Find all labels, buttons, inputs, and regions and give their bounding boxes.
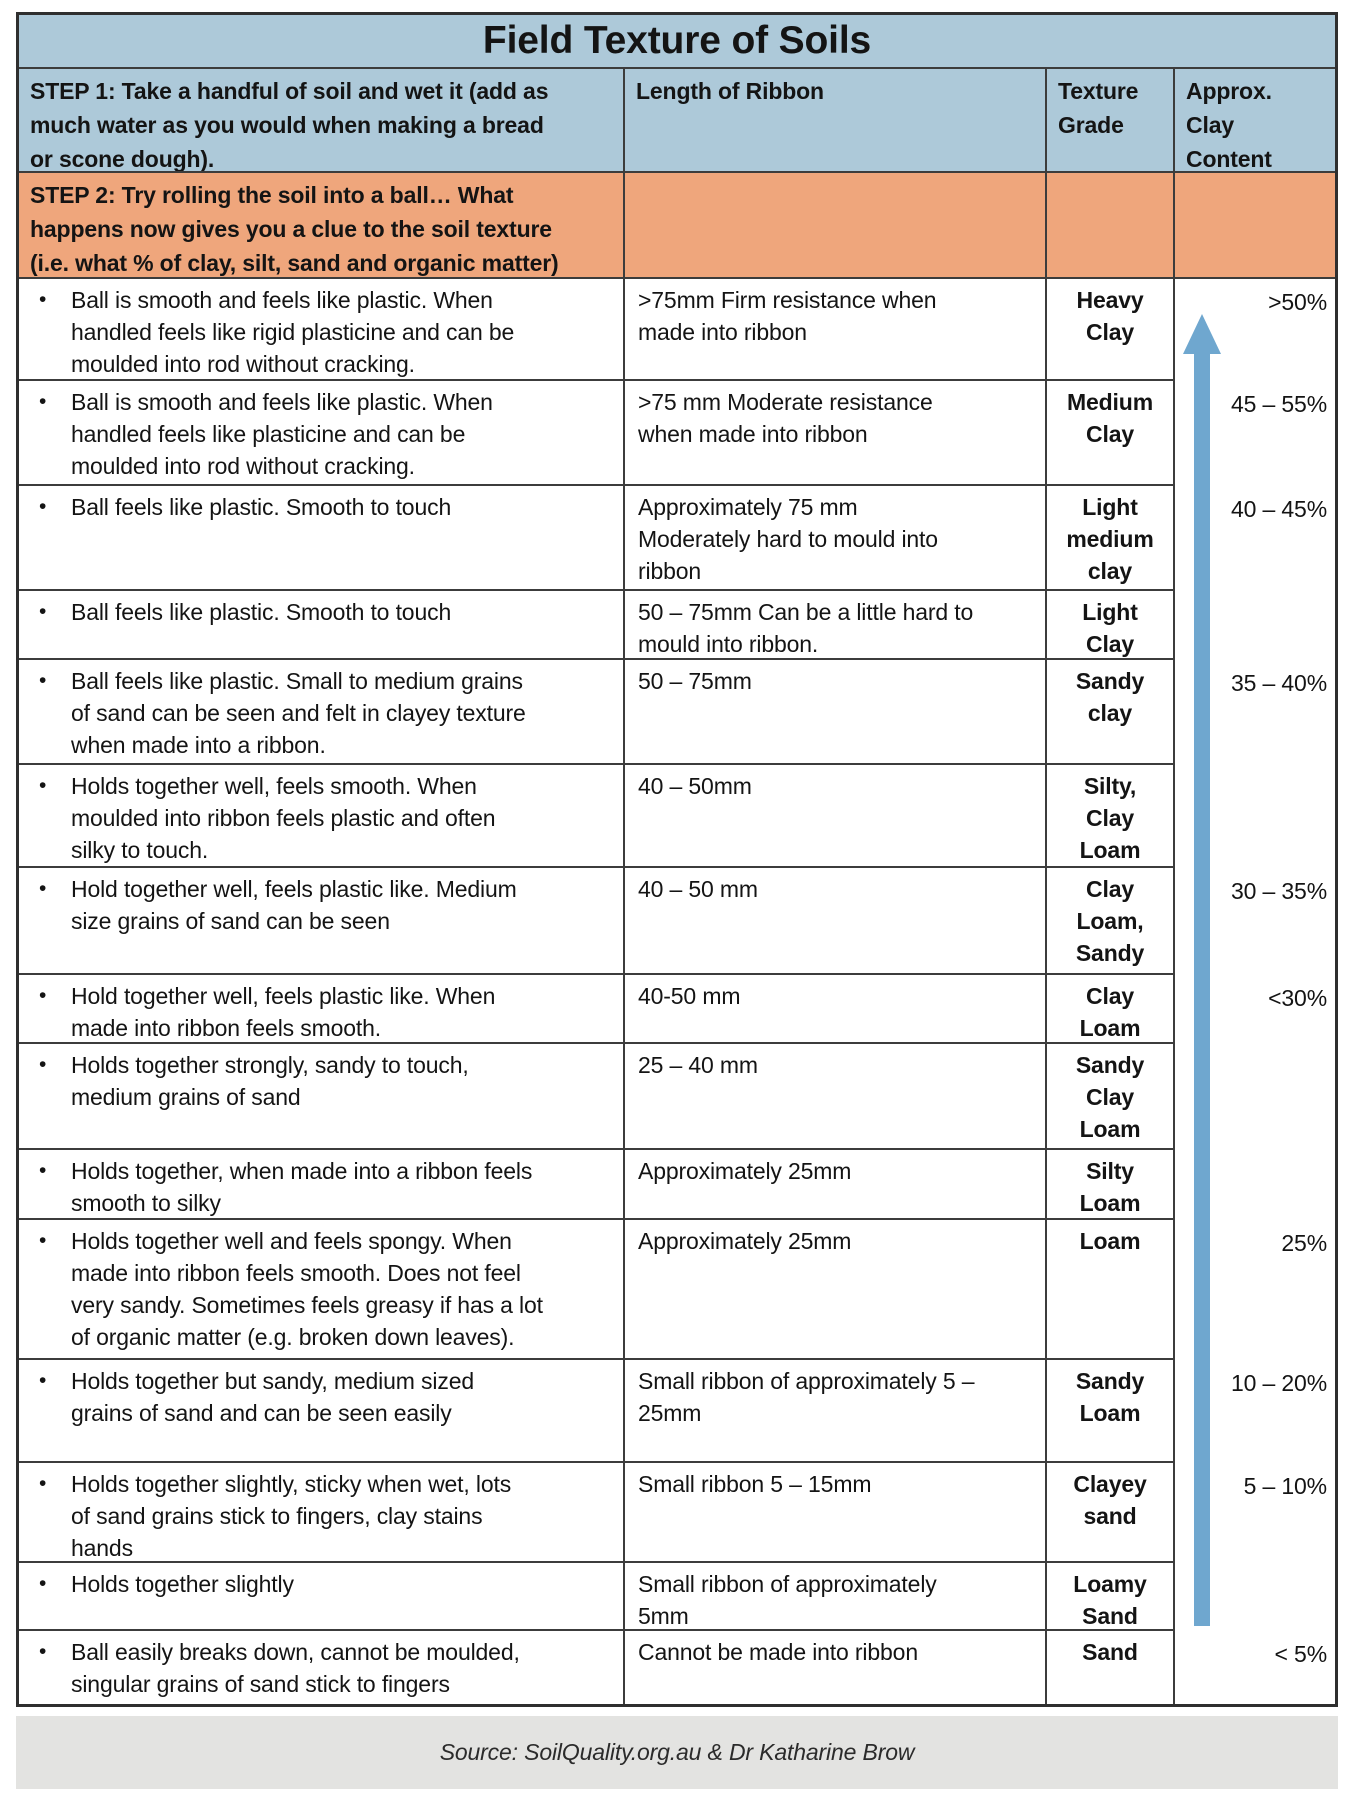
bullet-icon: • (39, 774, 47, 797)
clay-content-label: >50% (1268, 289, 1327, 315)
bullet-icon: • (39, 669, 47, 692)
header-step2-spacer-3 (1175, 173, 1335, 279)
header-length-of-ribbon: Length of Ribbon (625, 69, 1047, 173)
source-note: Source: SoilQuality.org.au & Dr Katharine Brow (439, 1739, 915, 1765)
clay-content-label (1175, 591, 1335, 660)
soil-texture-table (16, 12, 1338, 1707)
bullet-icon: • (39, 1159, 47, 1182)
clay-content-label: < 5% (1274, 1641, 1327, 1667)
clay-content-label: 5 – 10% (1243, 1473, 1327, 1499)
table-row-ribbon: 50 – 75mm Can be a little hard to mould into ribbon. (625, 591, 1047, 660)
table-row-grade: Clayey sand (1047, 1463, 1175, 1563)
clay-content-label (1175, 765, 1335, 868)
clay-content-label: <30% (1268, 985, 1327, 1011)
bullet-icon: • (39, 1472, 47, 1495)
table-row-ribbon: 50 – 75mm (625, 660, 1047, 765)
table-row-grade: Silty Loam (1047, 1150, 1175, 1220)
bullet-icon: • (39, 288, 47, 311)
table-row-grade: Clay Loam (1047, 975, 1175, 1044)
header-step2: STEP 2: Try rolling the soil into a ball… What happens now gives you a clue to the soil texture (i.e. what % of clay, silt, sand and organic matter) (19, 173, 625, 279)
clay-content-label: 30 – 35% (1231, 878, 1327, 904)
table-row-ribbon: Small ribbon of approximately 5 – 25mm (625, 1360, 1047, 1463)
table-row-ribbon: Approximately 25mm (625, 1150, 1047, 1220)
table-row-grade: Loamy Sand (1047, 1563, 1175, 1631)
table-row-grade: Heavy Clay (1047, 279, 1175, 381)
table-row-description: • Holds together well and feels spongy. When made into ribbon feels smooth. Does not feel very sandy. Sometimes feels greasy if has a lot of organic matter (e.g. broken down leaves). (19, 1220, 625, 1360)
table-row-grade: Sandy clay (1047, 660, 1175, 765)
table-row-description: • Holds together but sandy, medium sized grains of sand and can be seen easily (19, 1360, 625, 1463)
table-row-grade: Light medium clay (1047, 486, 1175, 591)
table-row-description: • Holds together slightly (19, 1563, 625, 1631)
clay-content-label: 40 – 45% (1231, 496, 1327, 522)
table-row-ribbon: 40-50 mm (625, 975, 1047, 1044)
bullet-icon: • (39, 1572, 47, 1595)
table-row-grade: Sandy Loam (1047, 1360, 1175, 1463)
table-row-description: • Ball feels like plastic. Smooth to touch (19, 591, 625, 660)
table-row-grade: Loam (1047, 1220, 1175, 1360)
table-row-ribbon: 40 – 50 mm (625, 868, 1047, 975)
bullet-icon: • (39, 600, 47, 623)
table-row-ribbon: Small ribbon 5 – 15mm (625, 1463, 1047, 1563)
table-row-ribbon: 25 – 40 mm (625, 1044, 1047, 1150)
footer-band (16, 1716, 1338, 1789)
table-title: Field Texture of Soils (19, 15, 1335, 69)
table-row-description: • Ball easily breaks down, cannot be moulded, singular grains of sand stick to fingers (19, 1631, 625, 1704)
table-row-grade: Sandy Clay Loam (1047, 1044, 1175, 1150)
table-row-ribbon: >75 mm Moderate resistance when made into ribbon (625, 381, 1047, 486)
table-row-description: • Hold together well, feels plastic like. Medium size grains of sand can be seen (19, 868, 625, 975)
table-row-ribbon: Approximately 25mm (625, 1220, 1047, 1360)
header-step2-spacer-2 (1047, 173, 1175, 279)
clay-content-label (1175, 1563, 1335, 1631)
table-row-description: • Ball is smooth and feels like plastic. When handled feels like rigid plasticine and can be moulded into rod without cracking. (19, 279, 625, 381)
table-row-ribbon: 40 – 50mm (625, 765, 1047, 868)
bullet-icon: • (39, 1369, 47, 1392)
table-row-description: • Ball feels like plastic. Smooth to touch (19, 486, 625, 591)
clay-content-label: 45 – 55% (1231, 391, 1327, 417)
bullet-icon: • (39, 877, 47, 900)
table-row-ribbon: Cannot be made into ribbon (625, 1631, 1047, 1704)
table-row-description: • Holds together strongly, sandy to touch, medium grains of sand (19, 1044, 625, 1150)
bullet-icon: • (39, 1229, 47, 1252)
table-row-grade: Medium Clay (1047, 381, 1175, 486)
table-row-ribbon: Approximately 75 mm Moderately hard to mould into ribbon (625, 486, 1047, 591)
bullet-icon: • (39, 495, 47, 518)
table-row-description: • Hold together well, feels plastic like. When made into ribbon feels smooth. (19, 975, 625, 1044)
header-approx-clay-content: Approx. Clay Content (1175, 69, 1335, 173)
bullet-icon: • (39, 1053, 47, 1076)
table-row-ribbon: Small ribbon of approximately 5mm (625, 1563, 1047, 1631)
clay-content-label (1175, 1044, 1335, 1150)
clay-content-label: 10 – 20% (1231, 1370, 1327, 1396)
table-row-grade: Silty, Clay Loam (1047, 765, 1175, 868)
header-step2-spacer-1 (625, 173, 1047, 279)
table-row-grade: Light Clay (1047, 591, 1175, 660)
table-row-ribbon: >75mm Firm resistance when made into ribbon (625, 279, 1047, 381)
bullet-icon: • (39, 390, 47, 413)
clay-content-label: 35 – 40% (1231, 670, 1327, 696)
table-row-description: • Ball feels like plastic. Small to medium grains of sand can be seen and felt in clayey texture when made into a ribbon. (19, 660, 625, 765)
table-row-description: • Holds together, when made into a ribbon feels smooth to silky (19, 1150, 625, 1220)
table-row-description: • Holds together slightly, sticky when wet, lots of sand grains stick to fingers, clay stains hands (19, 1463, 625, 1563)
header-texture-grade: Texture Grade (1047, 69, 1175, 173)
table-row-description: • Holds together well, feels smooth. When moulded into ribbon feels plastic and often silky to touch. (19, 765, 625, 868)
table-row-description: • Ball is smooth and feels like plastic. When handled feels like plasticine and can be moulded into rod without cracking. (19, 381, 625, 486)
table-row-grade: Sand (1047, 1631, 1175, 1704)
header-step1: STEP 1: Take a handful of soil and wet it (add as much water as you would when making a bread or scone dough). (19, 69, 625, 173)
clay-content-label (1175, 1150, 1335, 1220)
clay-content-label: 25% (1281, 1230, 1327, 1256)
table-row-grade: Clay Loam, Sandy (1047, 868, 1175, 975)
bullet-icon: • (39, 1640, 47, 1663)
bullet-icon: • (39, 984, 47, 1007)
